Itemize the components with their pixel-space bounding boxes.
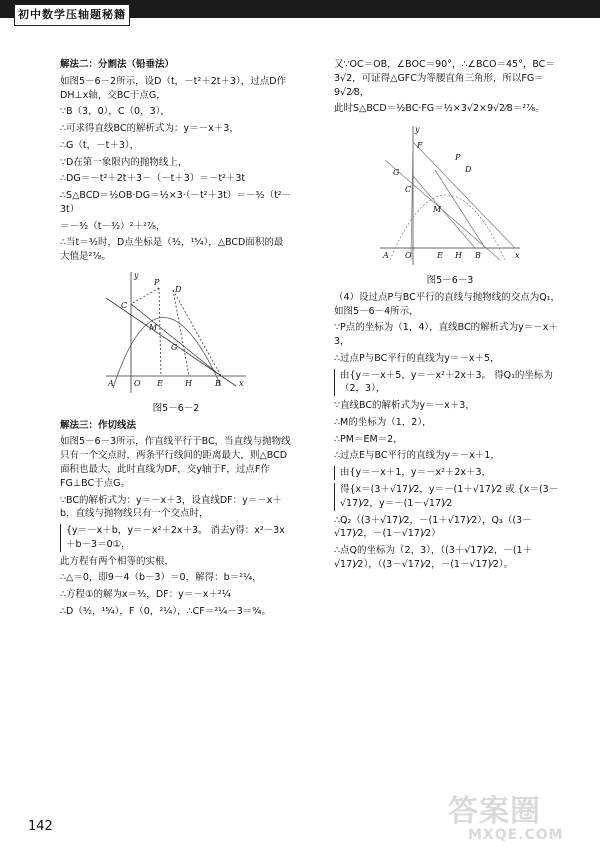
line-df	[413, 142, 515, 248]
label-x: x	[515, 251, 520, 261]
line-cb	[131, 304, 221, 376]
label-m: M	[149, 322, 158, 332]
text-line: ∴过点P与BC平行的直线为y＝－x＋5，	[334, 352, 500, 364]
text-line: ∴当t＝³⁄₂时，D点坐标是（³⁄₂，¹⁵⁄₄），△BCD面积的最大值是²⁷⁄₈。	[60, 237, 284, 263]
text-line: ∴D（³⁄₂，¹⁵⁄₄），F（0，²¹⁄₄），∴CF＝²¹⁄₄－3＝⁹⁄₄。	[60, 605, 271, 617]
text-line: ＝－³⁄₂（t－³⁄₂）²＋²⁷⁄₈，	[60, 220, 166, 232]
label-o: O	[405, 251, 412, 261]
label-g: G	[393, 168, 400, 178]
label-y: y	[415, 125, 420, 135]
label-e: E	[157, 378, 163, 388]
figure-5-6-3	[375, 120, 525, 270]
label-c: C	[405, 185, 412, 195]
text-line: ∴PM＝EM＝2，	[334, 433, 403, 445]
label-x: x	[239, 378, 244, 388]
text-line: ∴△＝0，即9－4（b－3）＝0，解得：b＝²¹⁄₄，	[60, 572, 262, 584]
watermark-title: 答案圈	[448, 794, 541, 829]
text-line: ∴过点E与BC平行的直线为y＝－x＋1，	[334, 450, 500, 462]
figure2-caption: 图5－6－3	[426, 275, 474, 287]
label-d: D	[465, 165, 472, 175]
label-p: P	[455, 153, 461, 163]
parabola	[113, 317, 221, 388]
equation-system: 由{y＝－x＋1，y＝－x²＋2x＋3，	[334, 466, 566, 480]
equation-solution: 得{x＝(3＋√17)⁄2，y＝－(1＋√17)⁄2 或 {x＝(3－√17)⁄2，y＝－(1－√17)⁄2	[334, 483, 566, 511]
text-line: ∴S△BCD＝½OB·DG＝½×3·（－t²＋3t）＝－³⁄₂（t²－3t）	[60, 190, 292, 215]
text-line: 此时S△BCD＝½BC·FG＝½×3√2×9√2⁄8＝²⁷⁄₈。	[334, 103, 545, 115]
label-h: H	[455, 251, 462, 261]
label-g: G	[171, 342, 178, 352]
label-d: D	[175, 284, 182, 294]
label-b: B	[215, 378, 221, 388]
label-h: H	[185, 378, 192, 388]
left-column	[60, 58, 292, 622]
text-line: ∵BC的解析式为：y＝－x＋3，设直线DF：y＝－x＋b，直线与抛物线只有一个交点时，	[60, 494, 282, 520]
equation-system: 由{y＝－x＋5，y＝－x²＋2x＋3。 得Q₁的坐标为（2，3），	[334, 369, 566, 397]
right-column	[334, 58, 566, 575]
label-b: B	[475, 251, 481, 261]
text-line: 如图5－6－3所示，作直线平行于BC，当直线与抛物线只有一个交点时，两条平行线间的距离最大，则△BCD面积也最大，此时直线为DF，交y轴于F，过点F作FG⊥BC于点G。	[60, 436, 291, 489]
label-f: F	[417, 141, 423, 151]
label-a: A	[108, 378, 114, 388]
figure1-caption: 图5－6－2	[152, 402, 200, 414]
text-line: （4）设过点P与BC平行的直线与抛物线的交点为Q₁，如图5－6－4所示，	[334, 291, 561, 317]
page-number: 142	[28, 819, 53, 834]
method2-title: 解法二：分割法（铅垂法）	[60, 59, 175, 70]
text-line: ∴M的坐标为（1，2），	[334, 416, 432, 428]
text-line: 又∵OC＝OB，∠BOC＝90°，∴∠BCO＝45°，BC＝3√2，可证得△GFC为等腰直角三角形，所以FG＝9√2⁄8，	[334, 59, 555, 98]
label-c: C	[121, 300, 128, 310]
book-title: 初中数学压轴题秘籍	[14, 4, 130, 26]
label-m: M	[433, 205, 442, 215]
text-line: ∵B（3，0），C（0，3），	[60, 106, 170, 118]
watermark	[448, 790, 593, 842]
figure-5-6-2	[101, 268, 251, 398]
text-line: ∴Q₂（(3＋√17)⁄2，－(1＋√17)⁄2），Q₃（(3－√17)⁄2，－(1－√17)⁄2）	[334, 514, 532, 540]
watermark-url: MXQE.COM	[468, 827, 564, 843]
method3-title: 解法三：作切线法	[60, 419, 137, 431]
label-o: O	[134, 378, 141, 388]
equation-system: {y＝－x＋b，y＝－x²＋2x＋3。 消去y得：x²－3x＋b－3＝0①，	[60, 524, 292, 552]
text-line: ∵P点的坐标为（1，4），直线BC的解析式为y＝－x＋3，	[334, 322, 558, 348]
text-line: ∵D在第一象限内的抛物线上，	[60, 156, 188, 168]
text-line: ∴点Q的坐标为（2，3），（(3＋√17)⁄2，－(1＋√17)⁄2），（(3－√17)⁄2，－(1－√17)⁄2）。	[334, 545, 533, 570]
text-line: ∵直线BC的解析式为y＝－x＋3，	[334, 400, 475, 412]
label-y: y	[134, 270, 139, 280]
text-line: ∴方程①的解为x＝³⁄₂，DF：y＝－x＋²¹⁄₄	[60, 589, 231, 601]
label-p: P	[154, 277, 160, 287]
label-a: A	[383, 251, 389, 261]
text-line: ∴可求得直线BC的解析式为：y＝－x＋3，	[60, 123, 239, 135]
text-line: ∴G（t，－t＋3），	[60, 139, 140, 151]
text-line: 此方程有两个相等的实根，	[60, 555, 175, 567]
text-line: 如图5－6－2所示，设D（t，－t²＋2t＋3），过点D作DH⊥x轴，交BC于点G，	[60, 75, 287, 101]
label-e: E	[437, 251, 443, 261]
text-line: ∴DG＝－t²＋2t＋3－（－t＋3）＝－t²＋3t	[60, 173, 246, 185]
